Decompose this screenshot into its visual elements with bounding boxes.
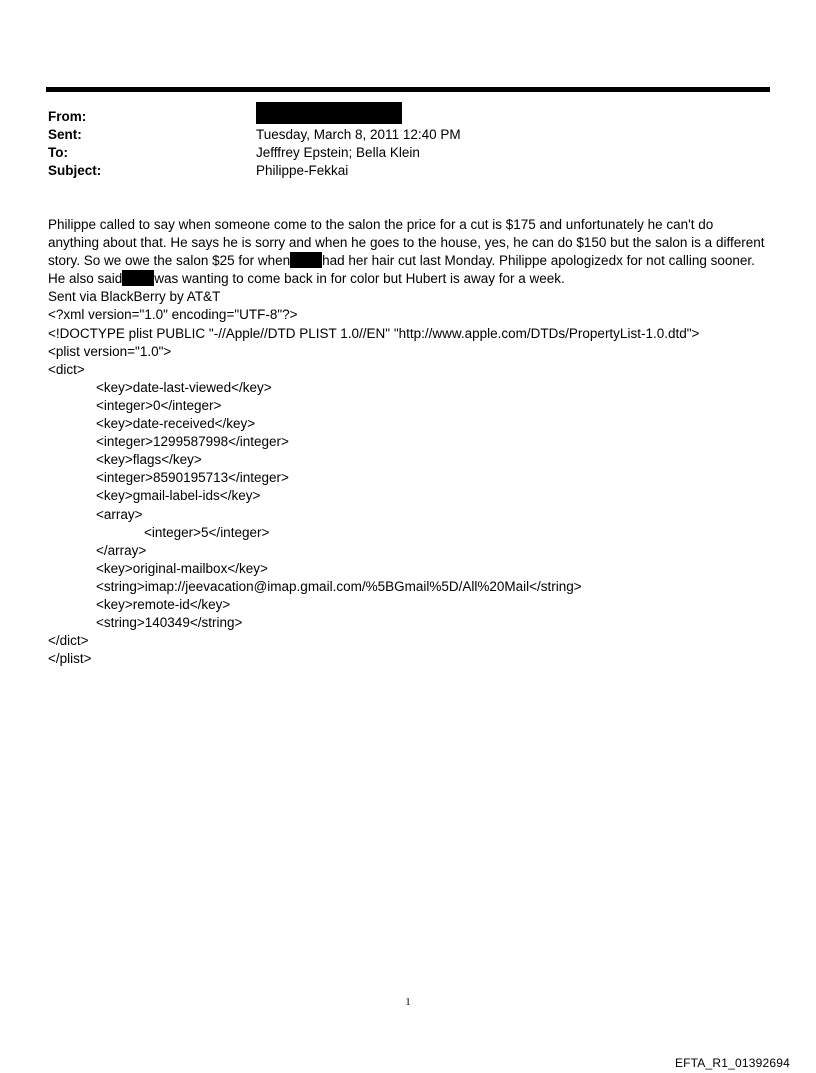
from-row (48, 108, 768, 126)
redaction-box (256, 102, 402, 124)
xml-line: </array> (96, 542, 147, 558)
body-line: anything about that. He says he is sorry and when he goes to the house, yes, he can do $150 but the salon is a different (48, 235, 765, 251)
xml-line: <integer>0</integer> (96, 397, 222, 413)
xml-line: <integer>1299587998</integer> (96, 434, 289, 450)
xml-line: <integer>5</integer> (144, 524, 270, 540)
xml-line: <key>remote-id</key> (96, 596, 231, 612)
xml-line: <string>imap://jeevacation@imap.gmail.com/%5BGmail%5D/All%20Mail</string> (96, 578, 582, 594)
xml-line: <key>flags</key> (96, 452, 202, 468)
subject-label: Subject: (48, 163, 102, 178)
xml-line: <!DOCTYPE plist PUBLIC "-//Apple//DTD PLIST 1.0//EN" "http://www.apple.com/DTDs/PropertyList-1.0.dtd"> (48, 325, 700, 341)
email-header (48, 108, 768, 180)
body-text-segment: He also said (48, 271, 123, 287)
sent-row (48, 126, 768, 144)
body-line (48, 252, 770, 270)
bates-number: EFTA_R1_01392694 (674, 1056, 790, 1070)
xml-line: <plist version="1.0"> (48, 343, 172, 359)
subject-value: Philippe-Fekkai (256, 163, 349, 178)
body-text-segment: story. So we owe the salon $25 for when (48, 253, 291, 269)
body-text-segment: was wanting to come back in for color but Hubert is away for a week. (154, 271, 565, 287)
header-divider (46, 87, 770, 92)
subject-row (48, 162, 768, 180)
xml-line: <key>date-received</key> (96, 416, 256, 432)
to-label: To: (48, 145, 68, 160)
xml-line: <?xml version="1.0" encoding="UTF-8"?> (48, 307, 298, 323)
email-body (48, 216, 770, 668)
sent-label: Sent: (48, 127, 82, 142)
body-line: Philippe called to say when someone come to the salon the price for a cut is $175 and unfortunately he can't do (48, 217, 714, 232)
xml-line: </dict> (48, 633, 89, 649)
to-value: Jefffrey Epstein; Bella Klein (256, 145, 420, 160)
page-number: 1 (405, 996, 411, 1008)
xml-line: <string>140349</string> (96, 615, 243, 631)
xml-line: <key>gmail-label-ids</key> (96, 488, 261, 504)
body-line (48, 270, 770, 288)
redaction-box (290, 252, 322, 268)
signature: Sent via BlackBerry by AT&T (48, 289, 221, 305)
from-label: From: (48, 109, 87, 124)
xml-line: <integer>8590195713</integer> (96, 470, 289, 486)
body-text-segment: had her hair cut last Monday. Philippe apologizedx for not calling sooner. (322, 253, 755, 269)
xml-block (48, 306, 770, 668)
xml-line: <dict> (48, 361, 85, 377)
xml-line: <key>date-last-viewed</key> (96, 379, 272, 395)
xml-line: <key>original-mailbox</key> (96, 560, 268, 576)
xml-line: <array> (96, 506, 143, 522)
to-row (48, 144, 768, 162)
sent-value: Tuesday, March 8, 2011 12:40 PM (256, 127, 461, 142)
xml-line: </plist> (48, 651, 92, 667)
redaction-box (122, 270, 154, 286)
